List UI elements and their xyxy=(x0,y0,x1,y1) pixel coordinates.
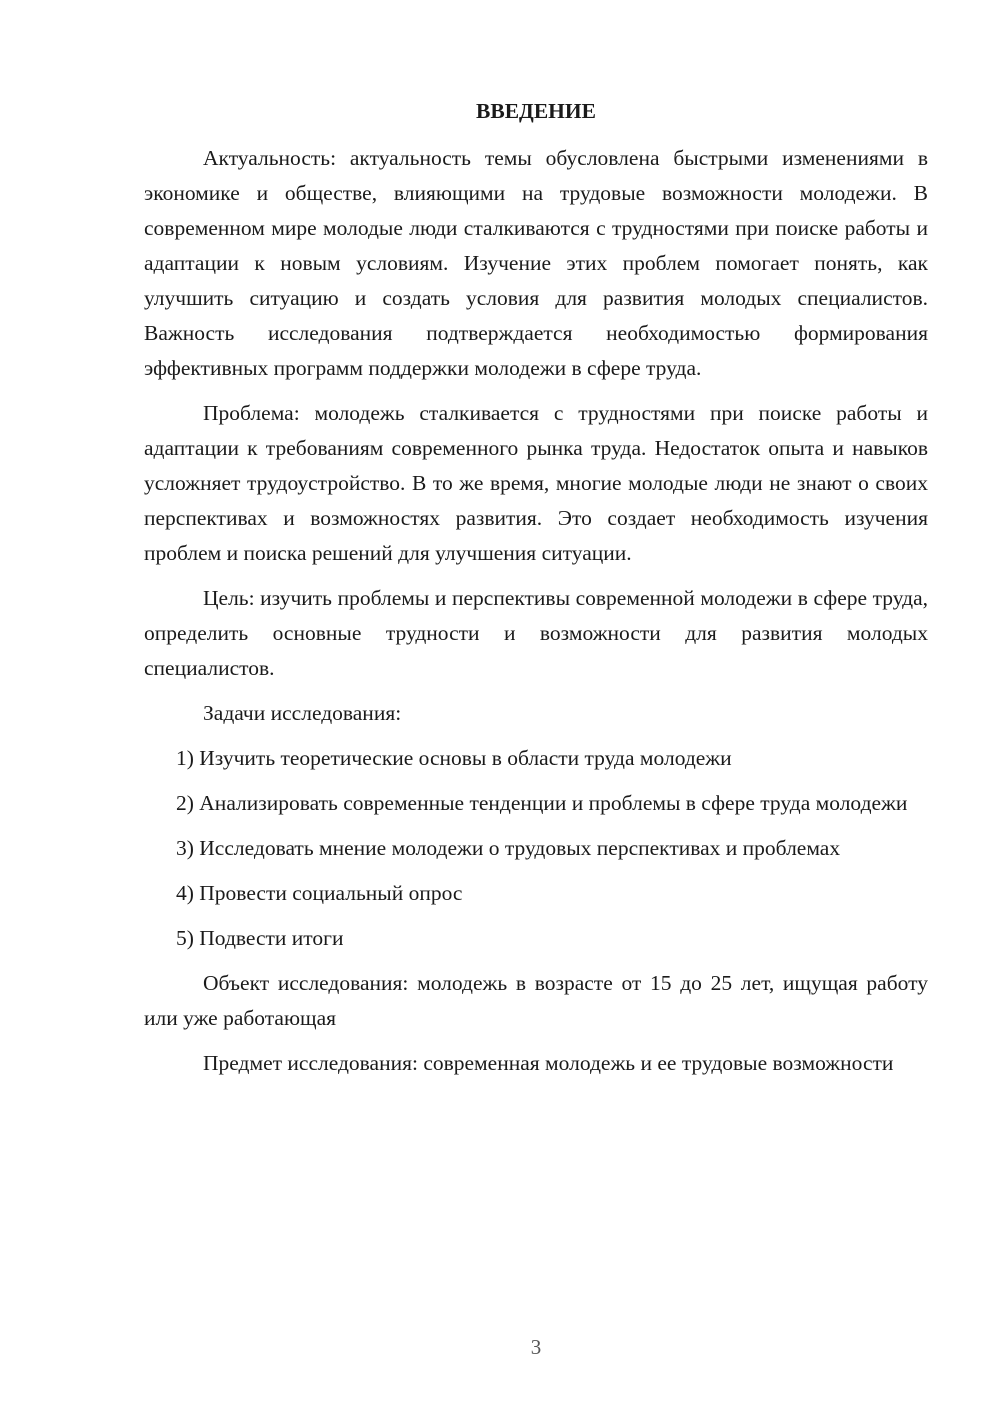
paragraph-problem: Проблема: молодежь сталкивается с трудностями при поиске работы и адаптации к требованиям современного рынка труда. Недостаток опыта и навыков усложняет трудоустройство. В то же время, многие молодые люди не знают о своих перспективах и возможностях развития. Это создает необходимость изучения проблем и поиска решений для улучшения ситуации. xyxy=(144,401,928,565)
task-item-3: 3) Исследовать мнение молодежи о трудовых перспективах и проблемах xyxy=(176,836,841,860)
task-item-4: 4) Провести социальный опрос xyxy=(176,881,463,905)
task-item-5: 5) Подвести итоги xyxy=(176,926,344,950)
page-number: 3 xyxy=(530,1335,542,1359)
paragraph-subject: Предмет исследования: современная молодежь и ее трудовые возможности xyxy=(203,1051,894,1075)
tasks-heading: Задачи исследования: xyxy=(203,701,402,725)
task-item-1: 1) Изучить теоретические основы в области труда молодежи xyxy=(176,746,732,770)
paragraph-object: Объект исследования: молодежь в возрасте от 15 до 25 лет, ищущая работу или уже работающая xyxy=(144,971,928,1030)
task-item-2: 2) Анализировать современные тенденции и проблемы в сфере труда молодежи xyxy=(176,791,908,815)
paragraph-relevance: Актуальность: актуальность темы обусловлена быстрыми изменениями в экономике и обществе, влияющими на трудовые возможности молодежи. В современном мире молодые люди сталкиваются с трудностями при поиске работы и адаптации к новым условиям. Изучение этих проблем помогает понять, как улучшить ситуацию и создать условия для развития молодых специалистов. Важность исследования подтверждается необходимостью формирования эффективных программ поддержки молодежи в сфере труда. xyxy=(144,146,928,380)
document-page xyxy=(144,94,928,1091)
section-title: ВВЕДЕНИЕ xyxy=(476,99,596,123)
paragraph-goal: Цель: изучить проблемы и перспективы современной молодежи в сфере труда, определить основные трудности и возможности для развития молодых специалистов. xyxy=(144,586,928,680)
